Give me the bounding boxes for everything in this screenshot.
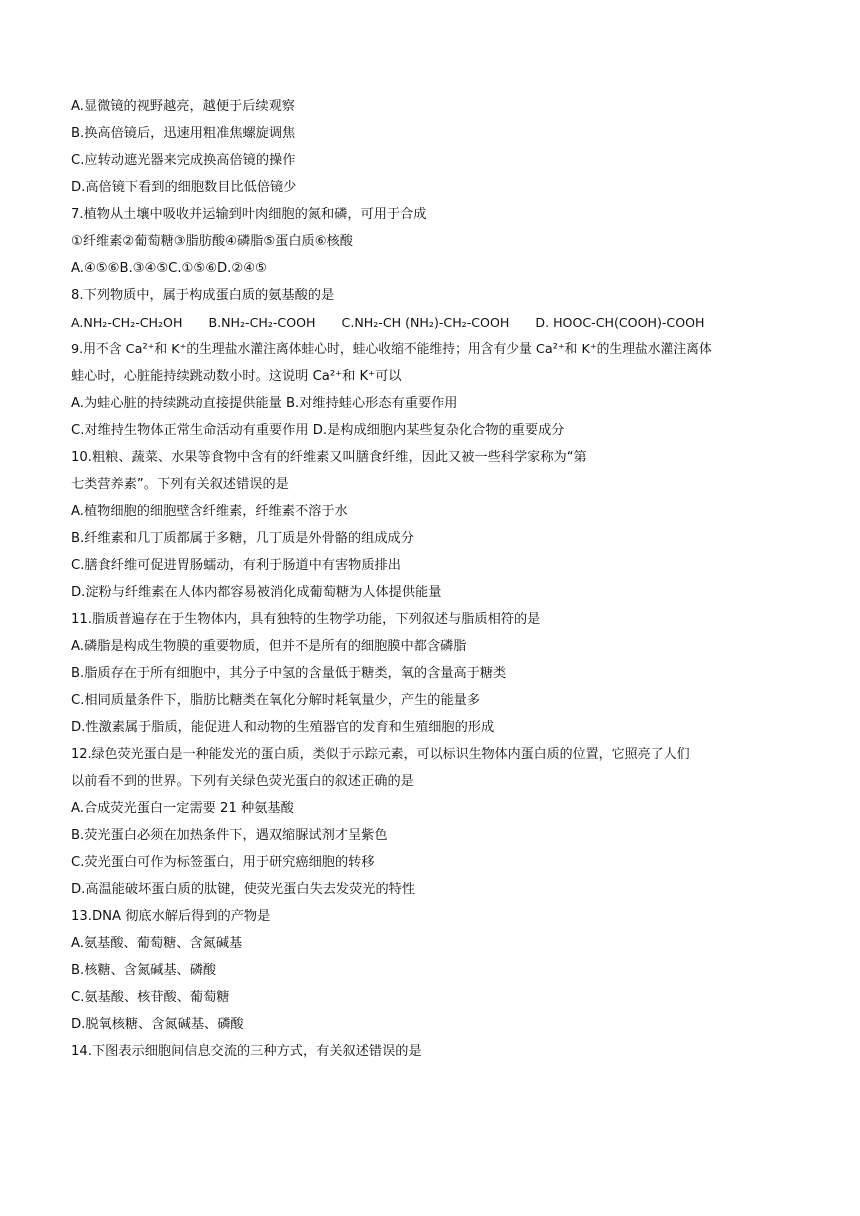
q11-option-d: D.性激素属于脂质，能促进人和动物的生殖器官的发育和生殖细胞的形成 [71,720,495,735]
q9-stem-line1: 9.用不含 Ca²⁺和 K⁺的生理盐水灌注离体蛙心时，蛙心收缩不能维持；用含有少量 Ca²⁺和 K⁺的生理盐水灌注离体 [71,342,712,357]
q10-option-d: D.淀粉与纤维素在人体内都容易被消化成葡萄糖为人体提供能量 [71,585,442,600]
q12-option-b: B.荧光蛋白必须在加热条件下，遇双缩脲试剂才呈紫色 [71,828,388,843]
q11-option-a: A.磷脂是构成生物膜的重要物质，但并不是所有的细胞膜中都含磷脂 [71,639,467,654]
q13-stem: 13.DNA 彻底水解后得到的产物是 [71,909,271,924]
q9-options-cd: C.对维持生物体正常生命活动有重要作用 D.是构成细胞内某些复杂化合物的重要成分 [71,423,565,438]
q13-option-d: D.脱氧核糖、含氮碱基、磷酸 [71,1017,244,1032]
q12-option-c: C.荧光蛋白可作为标签蛋白，用于研究癌细胞的转移 [71,855,375,870]
q8-option-a: A.NH₂-CH₂-CH₂OH [71,315,183,330]
q12-option-a: A.合成荧光蛋白一定需要 21 种氨基酸 [71,801,294,816]
q12-stem-line1: 12.绿色荧光蛋白是一种能发光的蛋白质，类似于示踪元素，可以标识生物体内蛋白质的位置，它照亮了人们 [71,747,690,762]
q8-option-b: B.NH₂-CH₂-COOH [208,315,316,330]
q10-option-b: B.纤维素和几丁质都属于多糖，几丁质是外骨骼的组成成分 [71,531,414,546]
q13-option-b: B.核糖、含氮碱基、磷酸 [71,963,217,978]
q12-option-d: D.高温能破坏蛋白质的肽键，使荧光蛋白失去发荧光的特性 [71,882,416,897]
q8-stem: 8.下列物质中，属于构成蛋白质的氨基酸的是 [71,288,335,303]
q6-option-a: A.显微镜的视野越亮，越便于后续观察 [71,99,295,114]
q8-options [71,314,727,332]
q7-items: ①纤维素②葡萄糖③脂肪酸④磷脂⑤蛋白质⑥核酸 [71,234,353,249]
q7-stem: 7.植物从土壤中吸收并运输到叶肉细胞的氮和磷，可用于合成 [71,207,427,222]
q7-options: A.④⑤⑥B.③④⑤C.①⑤⑥D.②④⑤ [71,261,267,276]
q10-option-a: A.植物细胞的细胞壁含纤维素，纤维素不溶于水 [71,504,348,519]
q11-option-b: B.脂质存在于所有细胞中，其分子中氢的含量低于糖类，氧的含量高于糖类 [71,666,507,681]
q8-option-c: C.NH₂-CH (NH₂)-CH₂-COOH [341,315,510,330]
q6-option-b: B.换高倍镜后，迅速用粗准焦螺旋调焦 [71,126,296,141]
q8-option-d: D. HOOC-CH(COOH)-COOH [535,315,705,330]
q11-option-c: C.相同质量条件下，脂肪比糖类在氧化分解时耗氧量少，产生的能量多 [71,693,481,708]
q9-stem-line2: 蛙心时，心脏能持续跳动数小时。这说明 Ca²⁺和 K⁺可以 [71,369,402,384]
q10-option-c: C.膳食纤维可促进胃肠蠕动，有利于肠道中有害物质排出 [71,558,401,573]
q6-option-d: D.高倍镜下看到的细胞数目比低倍镜少 [71,180,297,195]
q13-option-c: C.氨基酸、核苷酸、葡萄糖 [71,990,230,1005]
q10-stem-line2: 七类营养素”。下列有关叙述错误的是 [71,477,289,492]
q13-option-a: A.氨基酸、葡萄糖、含氮碱基 [71,936,243,951]
q12-stem-line2: 以前看不到的世界。下列有关绿色荧光蛋白的叙述正确的是 [71,774,414,789]
q6-option-c: C.应转动遮光器来完成换高倍镜的操作 [71,153,296,168]
q11-stem: 11.脂质普遍存在于生物体内，具有独特的生物学功能，下列叙述与脂质相符的是 [71,612,541,627]
q9-options-ab: A.为蛙心脏的持续跳动直接提供能量 B.对维持蛙心形态有重要作用 [71,396,458,411]
q10-stem-line1: 10.粗粮、蔬菜、水果等食物中含有的纤维素又叫膳食纤维，因此又被一些科学家称为“第 [71,450,587,465]
q14-stem: 14.下图表示细胞间信息交流的三种方式，有关叙述错误的是 [71,1044,422,1059]
